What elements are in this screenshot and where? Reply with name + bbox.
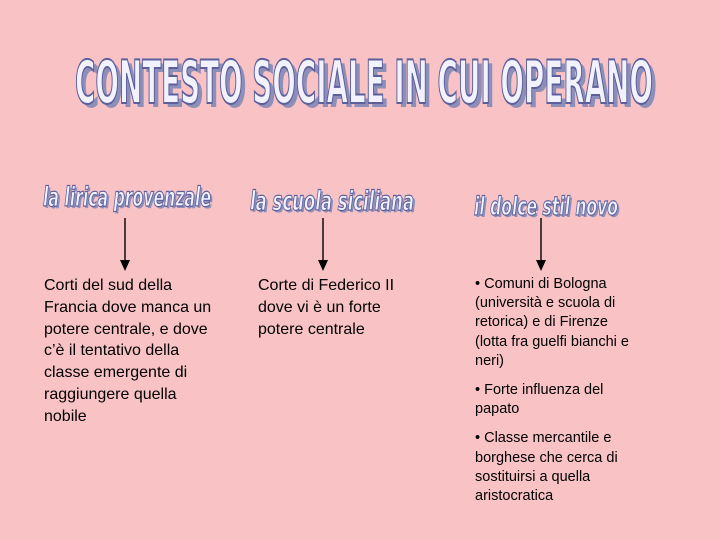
heading-scuola-siciliana-shadow: la scuola siciliana (252, 188, 416, 219)
heading-dolce-stil-novo-text: il dolce stil novo (474, 192, 618, 222)
arrow-dolce-stil-novo (533, 218, 549, 277)
heading-scuola-siciliana-text: la scuola siciliana (250, 186, 414, 217)
arrow-lirica-provenzale (117, 218, 133, 277)
heading-lirica-provenzale (40, 178, 215, 216)
text-lirica-provenzale (44, 275, 214, 428)
text-dolce-stil-novo (475, 275, 635, 506)
heading-lirica-provenzale-shadow: la lirica provenzale (45, 184, 213, 215)
bullet-item: • Comuni di Bologna (università e scuola di retorica) e di Firenze (lotta fra guelfi bianchi e neri) (475, 276, 629, 369)
arrow-scuola-siciliana (315, 218, 331, 277)
paragraph: Corte di Federico II dove vi è un forte potere centrale (258, 277, 395, 338)
bullet-item: • Classe mercantile e borghese che cerca di sostituirsi a quella aristocratica (475, 430, 618, 505)
heading-lirica-provenzale-text: la lirica provenzale (43, 182, 211, 213)
paragraph: Corti del sud della Francia dove manca un potere centrale, e dove c’è il tentativo della classe emergente di raggiungere quella nobile (44, 277, 212, 425)
slide-title-shadow: CONTESTO SOCIALE IN CUI OPERANO (79, 52, 657, 114)
slide-title (60, 48, 670, 114)
heading-scuola-siciliana (246, 182, 418, 220)
text-scuola-siciliana (258, 275, 418, 340)
bullet-item: • Forte influenza del papato (475, 382, 604, 418)
slide-title-text: CONTESTO SOCIALE IN CUI OPERANO (75, 48, 653, 114)
heading-dolce-stil-novo-shadow: il dolce stil novo (476, 194, 620, 224)
